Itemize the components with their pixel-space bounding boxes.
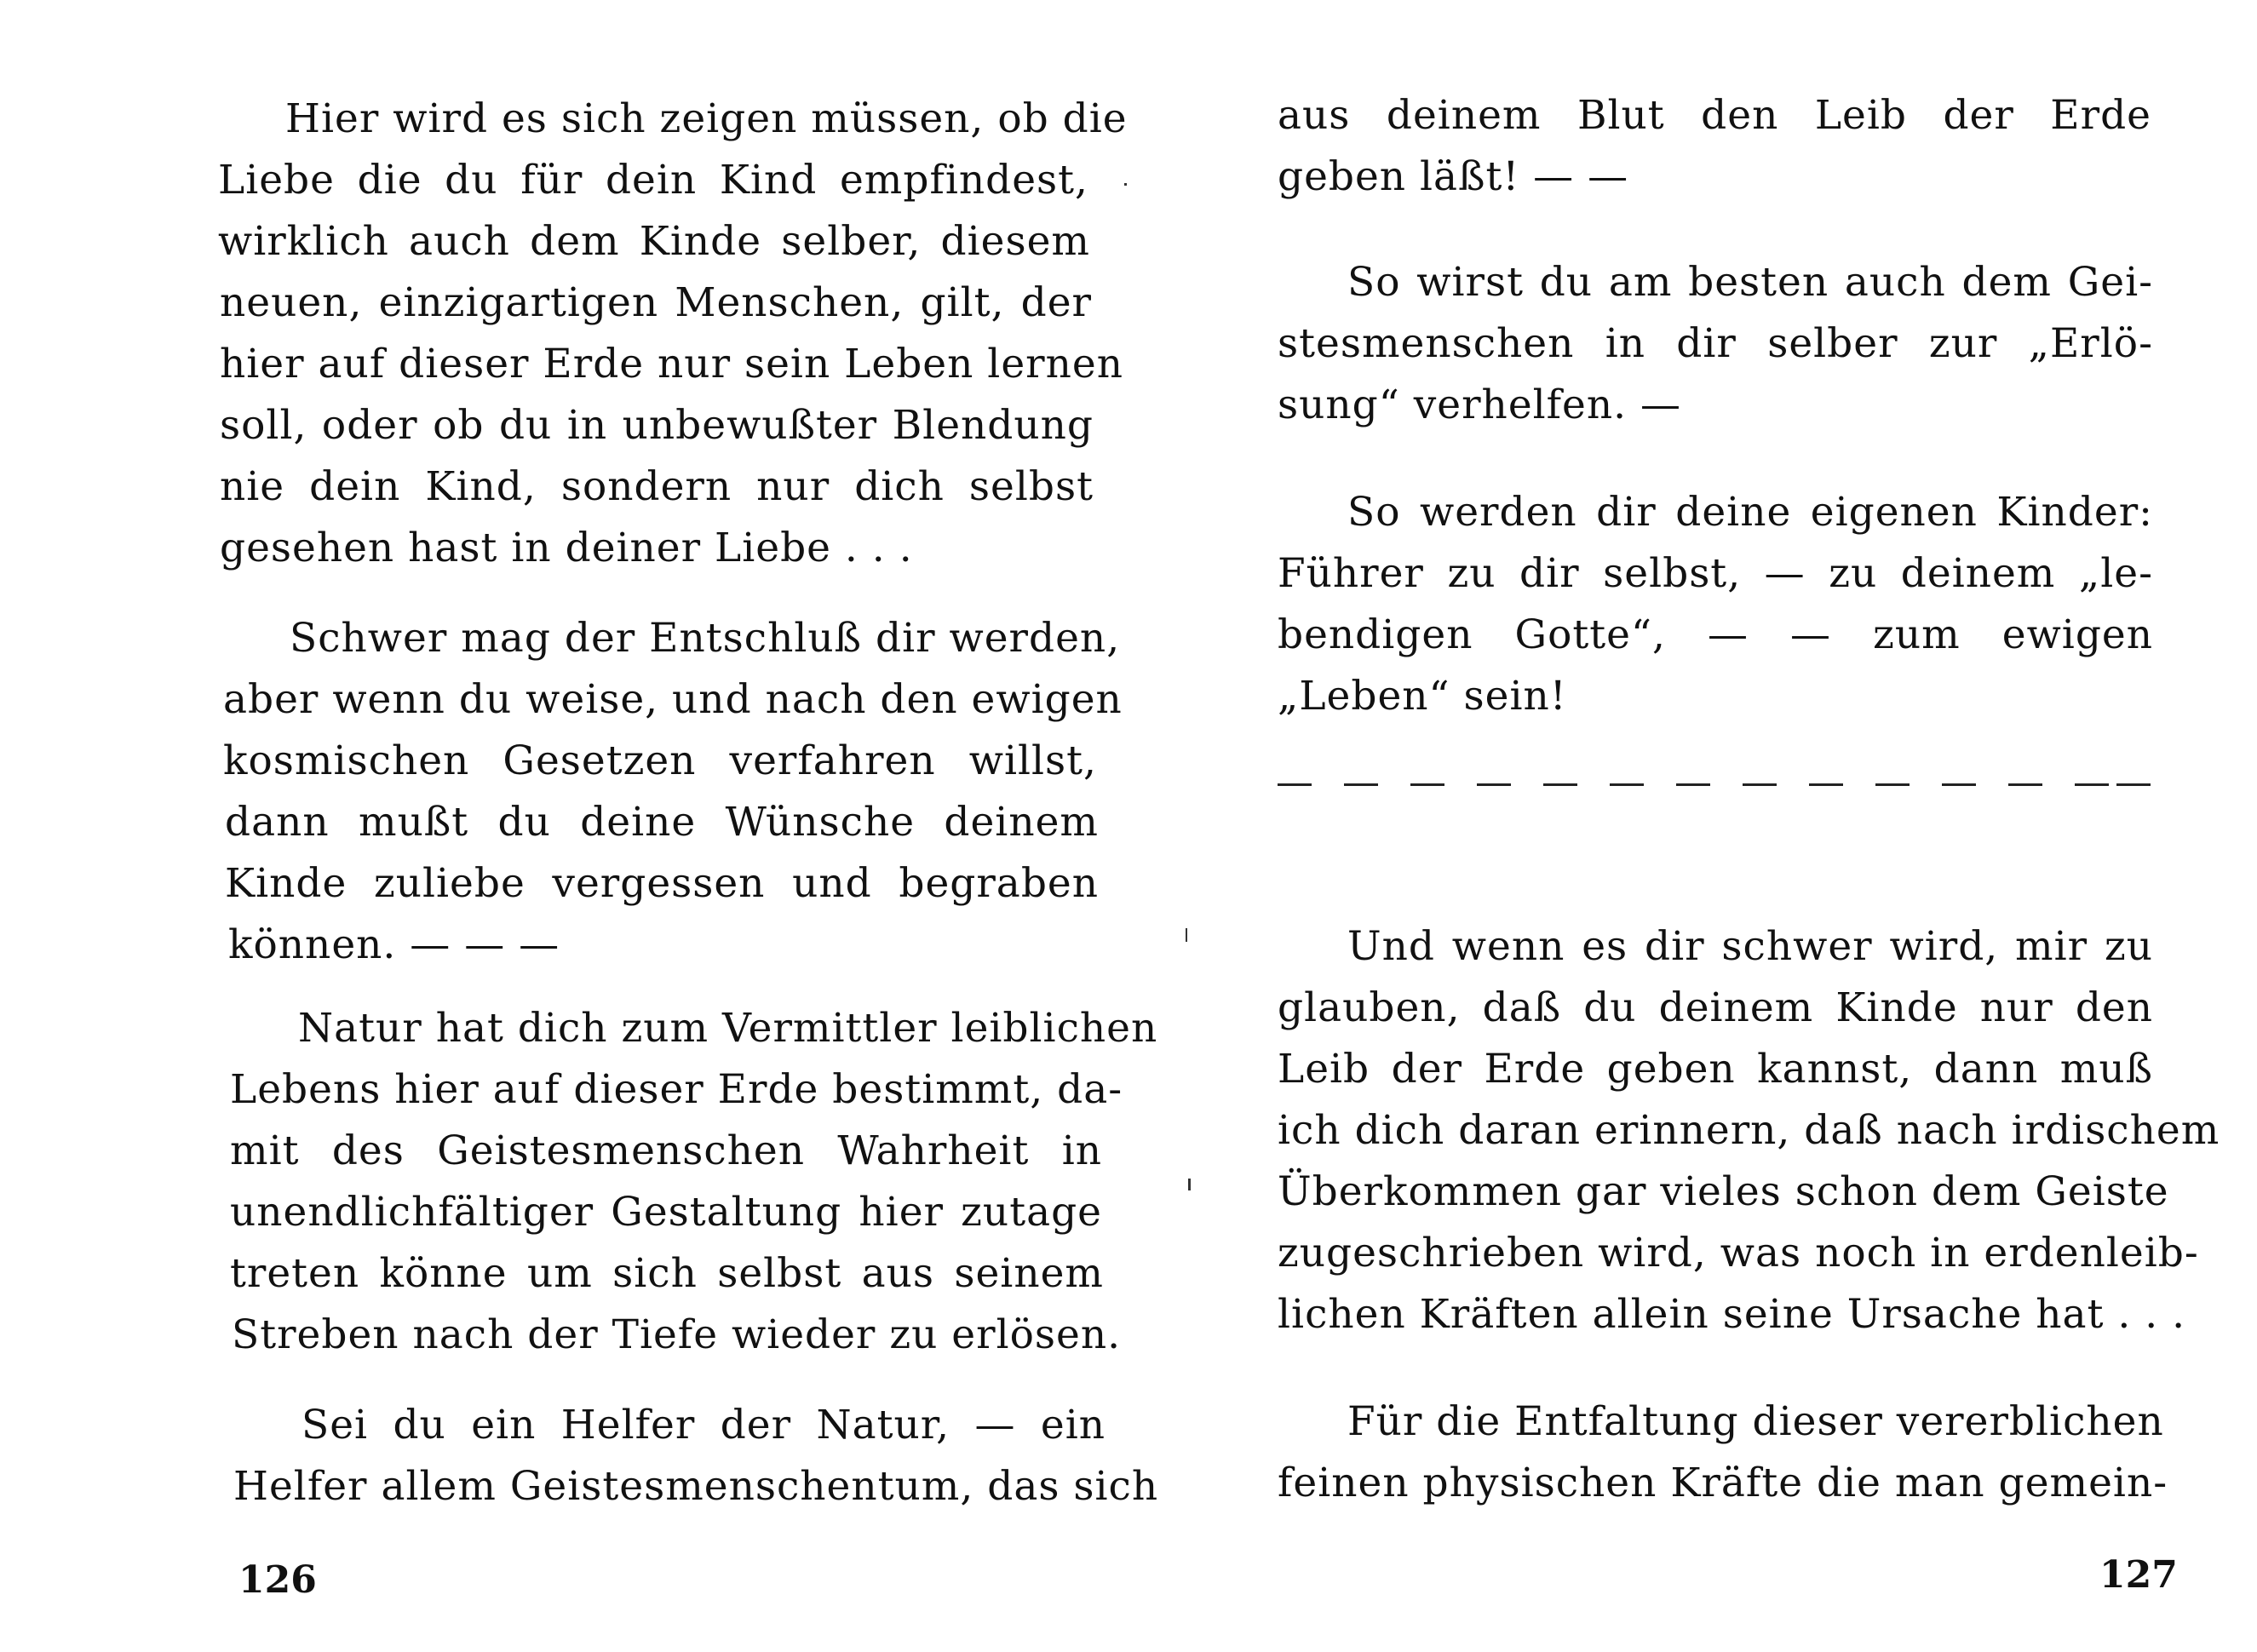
text-line: lichen Kräften allein seine Ursache hat . . . bbox=[1278, 1291, 2186, 1338]
divider-dash bbox=[1543, 783, 1577, 786]
text-line: Natur hat dich zum Vermittler leiblichen bbox=[298, 1005, 1158, 1052]
text-line: gesehen hast in deiner Liebe . . . bbox=[220, 525, 913, 571]
text-line: hier auf dieser Erde nur sein Leben lernen bbox=[220, 341, 1123, 387]
text-line: Sei du ein Helfer der Natur, — ein bbox=[302, 1402, 1106, 1448]
divider-dash bbox=[1809, 783, 1843, 786]
right-page bbox=[1192, 0, 2257, 1652]
text-line: feinen physischen Kräfte die man gemein- bbox=[1278, 1460, 2168, 1506]
text-line: Liebe die du für dein Kind empfindest, bbox=[218, 157, 1088, 204]
text-line: unendlichfältiger Gestaltung hier zutage bbox=[230, 1189, 1102, 1236]
text-line: „Leben“ sein! bbox=[1278, 673, 1567, 720]
text-line: Kinde zuliebe vergessen und begraben bbox=[225, 860, 1099, 907]
text-line: Lebens hier auf dieser Erde bestimmt, da- bbox=[230, 1066, 1123, 1113]
scan-speck bbox=[1124, 183, 1127, 186]
text-line: Hier wird es sich zeigen müssen, ob die bbox=[285, 95, 1128, 142]
text-line: wirklich auch dem Kinde selber, diesem bbox=[218, 218, 1090, 265]
divider-dash bbox=[1278, 783, 1312, 786]
text-line: Leib der Erde geben kannst, dann muß bbox=[1278, 1046, 2153, 1093]
text-line: glauben, daß du deinem Kinde nur den bbox=[1278, 984, 2153, 1031]
scan-speck bbox=[1188, 1179, 1191, 1190]
scan-speck bbox=[1186, 928, 1187, 942]
text-line: sung“ verhelfen. — bbox=[1278, 381, 1682, 428]
divider-dash bbox=[1875, 783, 1910, 786]
text-line: Schwer mag der Entschluß dir werden, bbox=[290, 615, 1121, 662]
divider-dash bbox=[1942, 783, 1976, 786]
section-divider bbox=[1278, 773, 2151, 794]
text-line: Helfer allem Geistesmenschentum, das sich bbox=[233, 1463, 1159, 1510]
text-line: neuen, einzigartigen Menschen, gilt, der bbox=[220, 279, 1092, 326]
text-line: Und wenn es dir schwer wird, mir zu bbox=[1347, 923, 2153, 970]
page-number: 127 bbox=[2099, 1553, 2178, 1597]
text-line: können. — — — bbox=[228, 921, 560, 968]
text-line: nie dein Kind, sondern nur dich selbst bbox=[220, 463, 1094, 510]
divider-dash bbox=[1743, 783, 1777, 786]
text-line: dann mußt du deine Wünsche deinem bbox=[225, 799, 1099, 846]
divider-dash bbox=[1676, 783, 1710, 786]
divider-dash bbox=[2075, 783, 2109, 786]
text-line: So wirst du am besten auch dem Gei- bbox=[1347, 259, 2153, 306]
text-line: Überkommen gar vieles schon dem Geiste bbox=[1278, 1168, 2169, 1215]
divider-dash bbox=[1477, 783, 1511, 786]
divider-dash bbox=[2008, 783, 2042, 786]
text-line: Streben nach der Tiefe wieder zu erlösen. bbox=[232, 1311, 1122, 1358]
divider-dash bbox=[1610, 783, 1644, 786]
text-line: ich dich daran erinnern, daß nach irdischem bbox=[1278, 1107, 2220, 1154]
text-line: So werden dir deine eigenen Kinder: bbox=[1347, 489, 2153, 536]
text-line: Führer zu dir selbst, — zu deinem „le- bbox=[1278, 550, 2153, 597]
divider-dash bbox=[2116, 783, 2151, 786]
divider-dash bbox=[1344, 783, 1378, 786]
text-line: aber wenn du weise, und nach den ewigen bbox=[223, 676, 1123, 723]
text-line: stesmenschen in dir selber zur „Erlö- bbox=[1278, 320, 2153, 367]
text-line: zugeschrieben wird, was noch in erdenleib- bbox=[1278, 1230, 2199, 1276]
page-number: 126 bbox=[238, 1558, 317, 1602]
text-line: treten könne um sich selbst aus seinem bbox=[230, 1250, 1104, 1297]
text-line: Für die Entfaltung dieser vererblichen bbox=[1347, 1398, 2164, 1445]
text-line: kosmischen Gesetzen verfahren willst, bbox=[223, 737, 1097, 784]
text-line: geben läßt! — — bbox=[1278, 153, 1629, 200]
text-line: soll, oder ob du in unbewußter Blendung bbox=[220, 402, 1094, 449]
divider-dash bbox=[1410, 783, 1444, 786]
text-line: aus deinem Blut den Leib der Erde bbox=[1278, 92, 2151, 139]
text-line: bendigen Gotte“, — — zum ewigen bbox=[1278, 611, 2153, 658]
text-line: mit des Geistesmenschen Wahrheit in bbox=[230, 1127, 1102, 1174]
